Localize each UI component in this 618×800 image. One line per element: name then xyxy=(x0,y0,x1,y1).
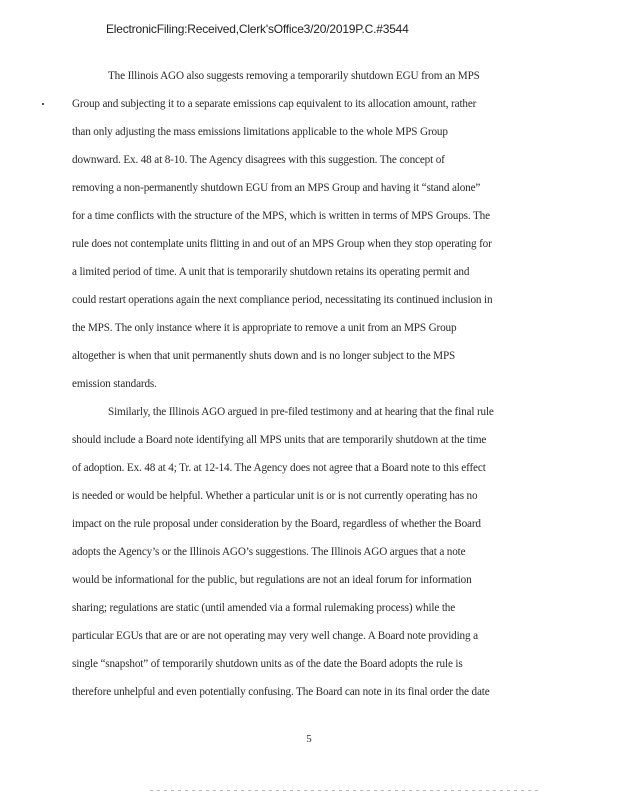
body-line: Similarly, the Illinois AGO argued in pre-filed testimony and at hearing that the final rule xyxy=(108,406,494,418)
body-line: emission standards. xyxy=(72,378,157,390)
page-number: 5 xyxy=(306,733,312,745)
body-line: is needed or would be helpful. Whether a particular unit is or is not currently operating has no xyxy=(72,490,478,502)
filing-stamp: ElectronicFiling:Received,Clerk'sOffice3/20/2019P.C.#3544 xyxy=(106,22,409,36)
body-line: removing a non-permanently shutdown EGU from an MPS Group and having it “stand alone” xyxy=(72,182,481,194)
body-line: than only adjusting the mass emissions limitations applicable to the whole MPS Group xyxy=(72,126,448,138)
body-line: therefore unhelpful and even potentially confusing. The Board can note in its final order the date xyxy=(72,686,490,698)
scan-artifact-footer xyxy=(150,790,540,791)
body-line: of adoption. Ex. 48 at 4; Tr. at 12-14. The Agency does not agree that a Board note to this effect xyxy=(72,462,486,474)
body-line: could restart operations again the next compliance period, necessitating its continued inclusion in xyxy=(72,294,493,306)
body-line: altogether is when that unit permanently shuts down and is no longer subject to the MPS xyxy=(72,350,456,362)
body-line: for a time conflicts with the structure of the MPS, which is written in terms of MPS Groups. The xyxy=(72,210,490,222)
body-line: downward. Ex. 48 at 8-10. The Agency disagrees with this suggestion. The concept of xyxy=(72,154,445,166)
body-line: Group and subjecting it to a separate emissions cap equivalent to its allocation amount, rather xyxy=(72,98,477,110)
scan-artifact-dot xyxy=(42,103,44,105)
body-line: single “snapshot” of temporarily shutdown units as of the date the Board adopts the rule is xyxy=(72,658,463,670)
body-line: sharing; regulations are static (until amended via a formal rulemaking process) while the xyxy=(72,602,456,614)
body-line: a limited period of time. A unit that is temporarily shutdown retains its operating permit and xyxy=(72,266,470,278)
body-line: impact on the rule proposal under consideration by the Board, regardless of whether the Board xyxy=(72,518,481,530)
body-line: should include a Board note identifying all MPS units that are temporarily shutdown at the time xyxy=(72,434,487,446)
body-line: the MPS. The only instance where it is appropriate to remove a unit from an MPS Group xyxy=(72,322,457,334)
body-line: The Illinois AGO also suggests removing a temporarily shutdown EGU from an MPS xyxy=(108,70,480,82)
body-line: rule does not contemplate units flitting in and out of an MPS Group when they stop operating for xyxy=(72,238,492,250)
body-line: adopts the Agency’s or the Illinois AGO’s suggestions. The Illinois AGO argues that a note xyxy=(72,546,466,558)
body-line: would be informational for the public, but regulations are not an ideal forum for information xyxy=(72,574,472,586)
body-line: particular EGUs that are or are not operating may very well change. A Board note providing a xyxy=(72,630,478,642)
